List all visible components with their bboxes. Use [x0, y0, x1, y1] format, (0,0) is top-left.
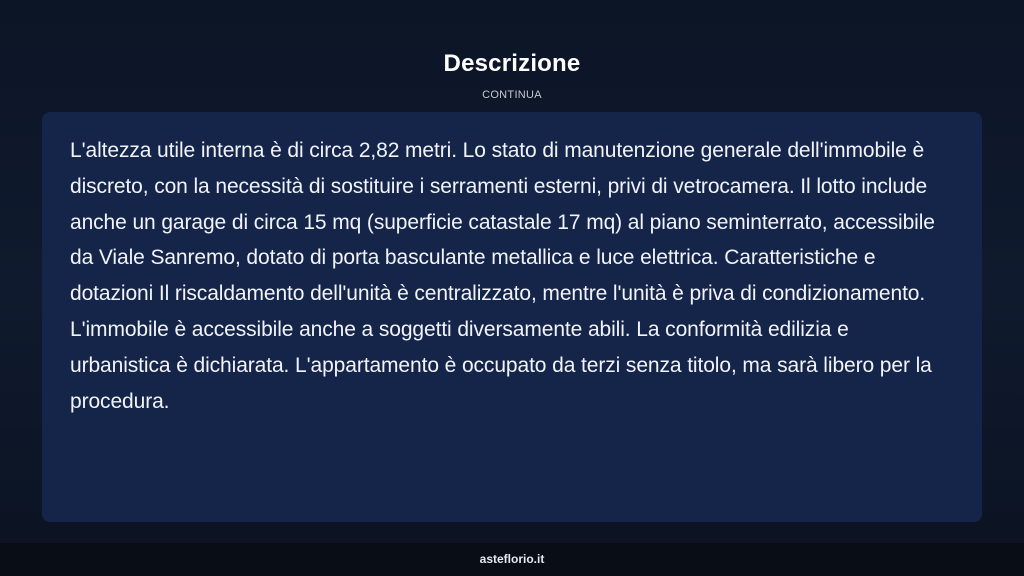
description-card: [42, 112, 982, 522]
page-subtitle: CONTINUA: [482, 89, 542, 101]
footer-bar: [0, 543, 1024, 576]
page-title: Descrizione: [443, 50, 581, 77]
description-text: L'altezza utile interna è di circa 2,82 metri. Lo stato di manutenzione generale dell'immobile è discreto, con la necessità di sostituire i serramenti esterni, privi di vetrocamera. Il lotto include anche un garage di circa 15 mq (superficie catastale 17 mq) al piano seminterrato, accessibile da Viale Sanremo, dotato di porta basculante metallica e luce elettrica. Caratteristiche e dotazioni Il riscaldamento dell'unità è centralizzato, mentre l'unità è priva di condizionamento. L'immobile è accessibile anche a soggetti diversamente abili. La conformità edilizia e urbanistica è dichiarata. L'appartamento è occupato da terzi senza titolo, ma sarà libero per la procedura.: [70, 139, 935, 413]
footer-brand: asteflorio.it: [479, 552, 545, 566]
